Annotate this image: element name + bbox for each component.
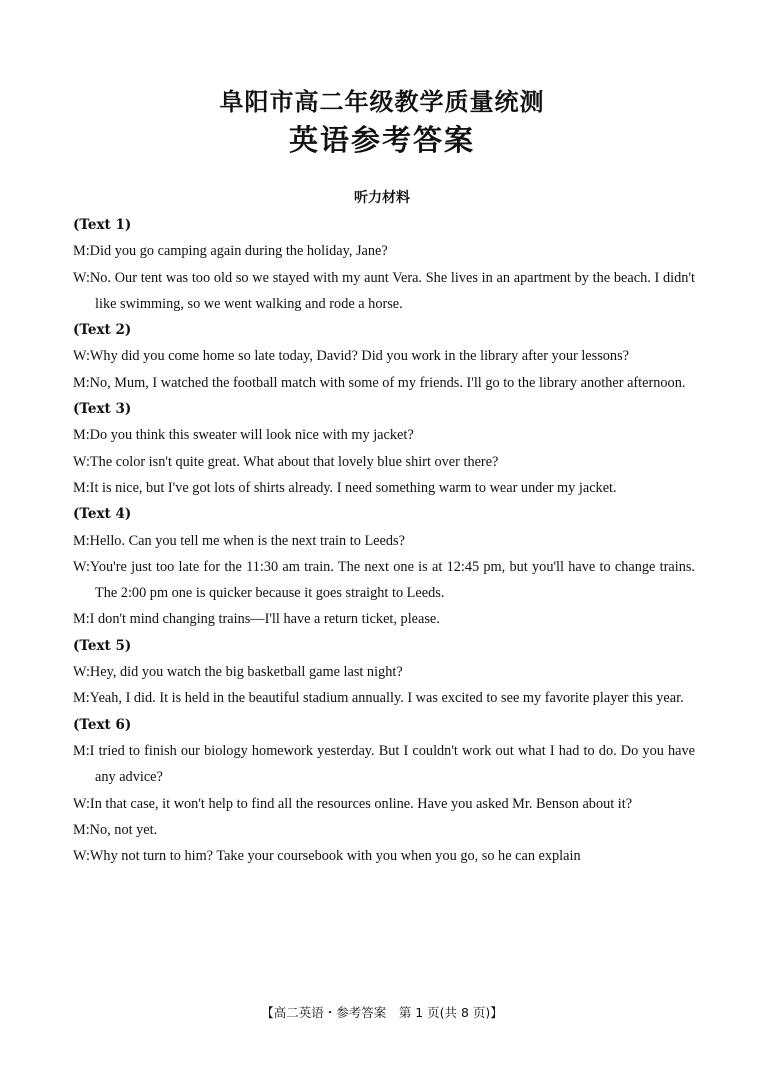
dialogue-line: W:Hey, did you watch the big basketball game last night? — [73, 664, 403, 681]
text-label: (Text 1) — [73, 217, 132, 233]
dialogue-line: M:I don't mind changing trains—I'll have a return ticket, please. — [73, 611, 440, 628]
page-footer: 【高二英语・参考答案 第 1 页(共 8 页)】 — [261, 1005, 503, 1020]
document-subtitle: 英语参考答案 — [288, 123, 475, 157]
dialogue-line: M:No, not yet. — [73, 821, 158, 838]
text-label: (Text 4) — [73, 506, 132, 523]
text-label: (Text 2) — [73, 322, 132, 339]
text-label: (Text 5) — [73, 637, 132, 654]
dialogue-line: M:Hello. Can you tell me when is the next train to Leeds? — [73, 532, 405, 549]
document-title: 阜阳市高二年级教学质量统测 — [219, 88, 545, 116]
dialogue-line: M:No, Mum, I watched the football match with some of my friends. I'll go to the library another afternoon. — [73, 374, 686, 391]
dialogue-line: M:It is nice, but I've got lots of shirts already. I need something warm to wear under my jacket. — [73, 479, 617, 496]
dialogue-line: M:Did you go camping again during the holiday, Jane? — [73, 243, 388, 260]
dialogue-line: W:No. Our tent was too old so we stayed with my aunt Vera. She lives in an apartment by the beach. I didn't like swimming, so we went walking and rode a horse. — [73, 269, 695, 312]
listening-transcript — [73, 212, 695, 869]
dialogue-line: W:In that case, it won't help to find all the resources online. Have you asked Mr. Benson about it? — [73, 795, 633, 812]
dialogue-line: M:I tried to finish our biology homework yesterday. But I couldn't work out what I had to do. Do you have any advice? — [73, 742, 695, 786]
dialogue-line: W:You're just too late for the 11:30 am train. The next one is at 12:45 pm, but you'll have to change trains. The 2:00 pm one is quicker because it goes straight to Leeds. — [73, 558, 695, 602]
dialogue-line: W:The color isn't quite great. What about that lovely blue shirt over there? — [73, 453, 499, 470]
section-heading: 听力材料 — [354, 190, 410, 206]
dialogue-line: M:Do you think this sweater will look nice with my jacket? — [73, 427, 414, 444]
text-label: (Text 6) — [73, 716, 132, 733]
dialogue-line: M:Yeah, I did. It is held in the beautiful stadium annually. I was excited to see my favorite player this year. — [73, 690, 684, 707]
text-label: (Text 3) — [73, 401, 132, 418]
dialogue-line: W:Why did you come home so late today, David? Did you work in the library after your lessons? — [73, 348, 629, 365]
dialogue-line: W:Why not turn to him? Take your coursebook with you when you go, so he can explain — [73, 848, 581, 865]
